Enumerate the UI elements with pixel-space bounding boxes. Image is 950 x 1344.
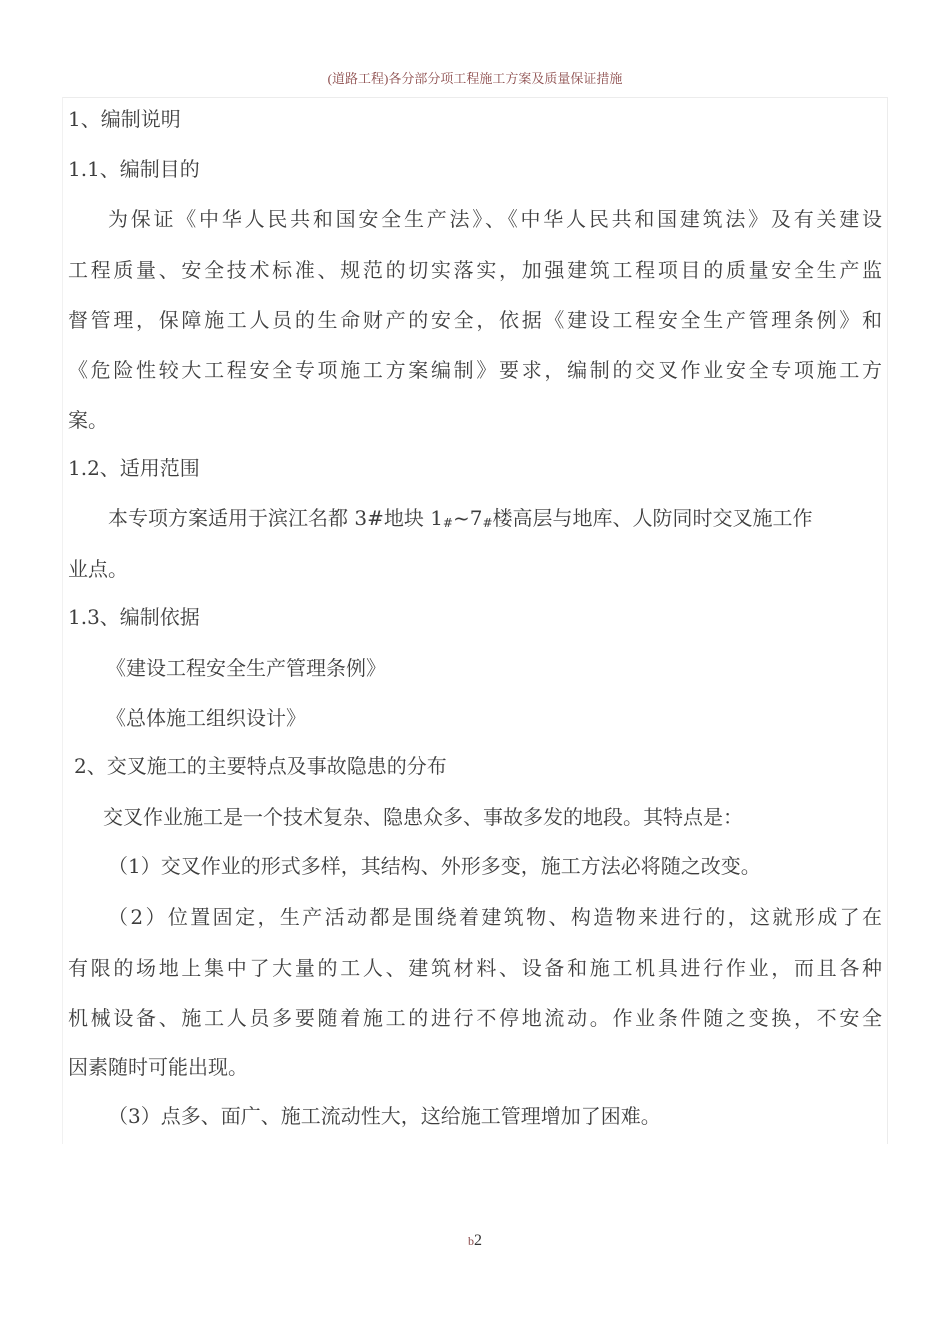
running-header: (道路工程)各分部分项工程施工方案及质量保证措施 [327,71,623,86]
footer-prefix: b [468,1234,474,1248]
paragraph-line: 案。 [68,408,108,432]
building-mark: # [482,516,493,530]
heading-1-1: 1.1、编制目的 [68,157,200,181]
paragraph-line: 机械设备、施工人员多要随着施工的进行不停地流动。作业条件随之变换，不安全 [68,1006,882,1030]
paragraph-line: 业点。 [68,557,128,581]
heading-1-2: 1.2、适用范围 [68,456,200,480]
list-item: （1）交叉作业的形式多样，其结构、外形多变，施工方法必将随之改变。 [108,854,761,878]
heading-1: 1、编制说明 [68,107,181,131]
paragraph-line: 《危险性较大工程安全专项施工方案编制》要求，编制的交叉作业安全专项施工方 [68,358,882,382]
paragraph-line [108,506,813,535]
scope-text-part: ~7 [452,506,483,530]
reference-item: 《建设工程安全生产管理条例》 [106,656,386,680]
heading-2: 2、交叉施工的主要特点及事故隐患的分布 [74,754,447,778]
paragraph-line: 因素随时可能出现。 [68,1055,248,1079]
page-number: 2 [474,1232,482,1249]
paragraph-line: 有限的场地上集中了大量的工人、建筑材料、设备和施工机具进行作业，而且各种 [68,956,882,980]
building-mark: # [442,516,453,530]
paragraph-line: 督管理，保障施工人员的生命财产的安全，依据《建设工程安全生产管理条例》和 [68,308,882,332]
paragraph-line: 工程质量、安全技术标准、规范的切实落实，加强建筑工程项目的质量安全生产监 [68,258,882,282]
scope-text-part: 楼高层与地库、人防同时交叉施工作 [492,506,813,530]
list-item: （3）点多、面广、施工流动性大，这给施工管理增加了困难。 [108,1104,661,1128]
list-item: （2）位置固定，生产活动都是围绕着建筑物、构造物来进行的，这就形成了在 [108,905,882,929]
heading-1-3: 1.3、编制依据 [68,605,200,629]
page-footer [0,1232,950,1250]
scope-text-part: 本专项方案适用于滨江名都 3#地块 1 [108,506,443,530]
paragraph-line: 交叉作业施工是一个技术复杂、隐患众多、事故多发的地段。其特点是： [103,805,743,829]
paragraph-line: 为保证《中华人民共和国安全生产法》、《中华人民共和国建筑法》及有关建设 [108,207,882,231]
reference-item: 《总体施工组织设计》 [106,706,306,730]
